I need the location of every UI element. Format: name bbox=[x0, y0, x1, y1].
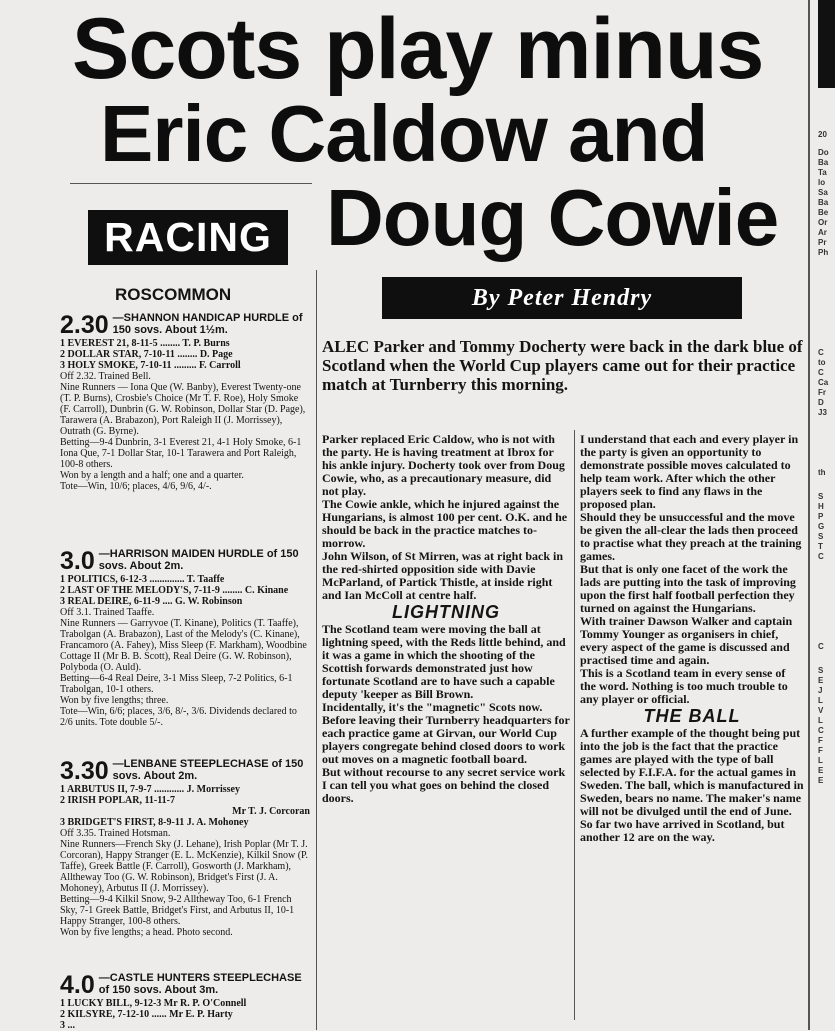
paragraph: Should they be unsuccessful and the move be given the all-clear the lads then proceed to practise what they preach at the training games. bbox=[580, 510, 802, 563]
race-title: —HARRISON MAIDEN HURDLE of 150 sovs. About 2m. bbox=[98, 548, 299, 572]
paragraph: But without recourse to any secret service work I can tell you what goes on behind the closed doors. bbox=[322, 765, 566, 805]
lead-paragraph: ALEC Parker and Tommy Docherty were back in the dark blue of Scotland when the World Cup players came out for their practice match at Turnberry this morning. bbox=[322, 337, 803, 394]
result-line: Tote—Win, 6/6; places, 3/6, 8/-, 3/6. Dividends declared to 2/6 units. Tote double 5/-. bbox=[60, 706, 297, 728]
result-line: 3 ... bbox=[60, 1020, 75, 1031]
race-title: —SHANNON HANDICAP HURDLE of 150 sovs. About 1½m. bbox=[112, 312, 303, 336]
result-line: Betting—9-4 Kilkil Snow, 9-2 Alltheway Too, 6-1 French Sky, 7-1 Greek Battle, Bridget's First, and Arbutus II, 10-1 Happy Stranger, 100-8 others. bbox=[60, 894, 295, 927]
result-line: 2 DOLLAR STAR, 7-10-11 ........ D. Page bbox=[60, 349, 233, 360]
result-line: Off 3.35. Trained Hotsman. bbox=[60, 828, 171, 839]
race-title: —LENBANE STEEPLECHASE of 150 sovs. About 2m. bbox=[112, 758, 304, 782]
paragraph: A further example of the thought being put into the job is the fact that the practice games are played with the type of ball selected by F.I.F.A. for the actual games in Sweden. The ball, which is manufactured in Sweden, bears no name. The maker's name will not be divulged until the end of June. bbox=[580, 726, 804, 818]
result-line: Won by five lengths; a head. Photo second. bbox=[60, 927, 233, 938]
story-column-rule bbox=[574, 430, 575, 1020]
result-line: 2 LAST OF THE MELODY'S, 7-11-9 ........ C. Kinane bbox=[60, 585, 289, 596]
paragraph: The Cowie ankle, which he injured against the Hungarians, is almost 100 per cent. O.K. and he should be back in the practice matches to-morrow. bbox=[322, 497, 568, 550]
race-time: 4.0 bbox=[60, 971, 95, 999]
headline-line-1: Scots play minus bbox=[72, 1, 764, 97]
result-line: 1 LUCKY BILL, 9-12-3 Mr R. P. O'Connell bbox=[60, 998, 247, 1009]
racing-top-rule bbox=[70, 183, 312, 184]
story-column-2 bbox=[580, 433, 804, 844]
edge-block bbox=[818, 0, 835, 88]
paragraph: Incidentally, it's the "magnetic" Scots now. Before leaving their Turnberry headquarters for each practice game at Girvan, our World Cup players congregate behind closed doors to work out moves on a magnetic football board. bbox=[322, 700, 570, 766]
side-fragments: 20 Do Ba Ta lo Sa Ba Be Or Ar Pr Ph C to C Ca Fr D J3 th S H P G S T C C S E J L V L C F F L E E bbox=[818, 130, 829, 785]
racing-label: RACING bbox=[88, 210, 288, 265]
result-line: 1 POLITICS, 6-12-3 .............. T. Taaffe bbox=[60, 574, 225, 585]
result-line: Betting—6-4 Real Deire, 3-1 Miss Sleep, 7-2 Politics, 6-1 Trabolgan, 10-1 others. bbox=[60, 673, 293, 695]
result-line: Won by a length and a half; one and a quarter. bbox=[60, 470, 244, 481]
result-line: 3 BRIDGET'S FIRST, 8-9-11 J. A. Mohoney bbox=[60, 817, 249, 828]
paragraph: Parker replaced Eric Caldow, who is not with the party. He is having treatment at Ibrox for his ankle injury. Docherty took over from Doug Cowie, who, as a precautionary measure, did not play. bbox=[322, 432, 565, 498]
race-4 bbox=[60, 972, 310, 1031]
paragraph: The Scotland team were moving the ball at lightning speed, with the Reds little behind, and it was a game in which the shooting of the Scottish forwards demonstrated just how fortunate Scotland are to have such a capable deputy 'keeper as Bill Brown. bbox=[322, 622, 566, 701]
paragraph: With trainer Dawson Walker and captain Tommy Younger as organisers in chief, every aspect of the game is discussed and practised time and again. bbox=[580, 614, 793, 667]
race-time: 3.30 bbox=[60, 757, 109, 785]
byline: By Peter Hendry bbox=[382, 277, 742, 319]
result-line: 1 ARBUTUS II, 7-9-7 ............ J. Morrissey bbox=[60, 784, 240, 795]
column-rule-right bbox=[808, 0, 810, 1030]
result-line: Tote—Win, 10/6; places, 4/6, 9/6, 4/-. bbox=[60, 481, 212, 492]
result-line: 3 REAL DEIRE, 6-11-9 .... G. W. Robinson bbox=[60, 596, 243, 607]
result-line: Betting—9-4 Dunbrin, 3-1 Everest 21, 4-1 Holy Smoke, 6-1 Iona Que, 7-1 Dollar Star, 10-1 Tarawera and Port Raleigh, 100-8 others. bbox=[60, 437, 302, 470]
headline-line-2: Eric Caldow and bbox=[100, 89, 708, 178]
result-line: Mr T. J. Corcoran bbox=[232, 806, 310, 817]
racing-track: ROSCOMMON bbox=[115, 285, 232, 304]
result-line: Nine Runners — Garryvoe (T. Kinane), Politics (T. Taaffe), Trabolgan (A. Brabazon), Last of the Melody's (C. Kinane), Francamoro (A. Fahey), Miss Sleep (F. Markham), Woodbine Cottage II (Mr B. B. Scott), Real Deire (G. W. Robinson), Polyboda (O. Auld). bbox=[60, 618, 307, 673]
result-line: Won by five lengths; three. bbox=[60, 695, 169, 706]
paragraph: So far two have arrived in Scotland, but another 12 are on the way. bbox=[580, 817, 785, 844]
race-3 bbox=[60, 758, 310, 938]
race-title: —CASTLE HUNTERS STEEPLECHASE of 150 sovs. About 3m. bbox=[98, 972, 302, 996]
result-line: Nine Runners—French Sky (J. Lehane), Irish Poplar (Mr T. J. Corcoran), Happy Stranger (E. L. McKenzie), Kilkil Snow (P. Taffe), Greek Battle (F. Carroll), Gosworth (J. Markham), Alltheway Too (G. W. Robinson), Bridget's First (J. A. Mohoney), Arbutus II (J. Morrissey). bbox=[60, 839, 308, 894]
paragraph: I understand that each and every player in the party is given an opportunity to demonstrate possible moves calculated to help team work. After which the other players seek to find any flaws in the proposed plan. bbox=[580, 432, 799, 511]
result-line: Nine Runners — Iona Que (W. Banby), Everest Twenty-one (T. P. Burns), Crosbie's Choice (Mr T. F. Roe), Holy Smoke (F. Carroll), Dunbrin (G. W. Robinson, Dollar Star (D. Page), Tarawera (A. Brabazon), Port Raleigh II (J. Morrissey), Outrath (G. Byrne). bbox=[60, 382, 306, 437]
paragraph: John Wilson, of St Mirren, was at right back in the red-shirted opposition side with Davie McParland, of Partick Thistle, at inside right and Ian McColl at centre half. bbox=[322, 549, 564, 602]
subhead-lightning: LIGHTNING bbox=[392, 602, 500, 622]
result-line: Off 2.32. Trained Bell. bbox=[60, 371, 151, 382]
column-rule-left bbox=[316, 270, 317, 1030]
result-line: 3 HOLY SMOKE, 7-10-11 ......... F. Carroll bbox=[60, 360, 241, 371]
result-line: 2 IRISH POPLAR, 11-11-7 bbox=[60, 795, 176, 806]
race-time: 2.30 bbox=[60, 311, 109, 339]
subhead-the-ball: THE BALL bbox=[643, 706, 741, 726]
paragraph: This is a Scotland team in every sense of the word. Nothing is too much trouble to any player or official. bbox=[580, 666, 788, 706]
story-column-1 bbox=[322, 433, 570, 805]
paragraph: But that is only one facet of the work the lads are putting into the task of improving upon the first half football perfection they turned on against the Hungarians. bbox=[580, 562, 796, 615]
headline-line-3: Doug Cowie bbox=[326, 173, 779, 262]
result-line: Off 3.1. Trained Taaffe. bbox=[60, 607, 155, 618]
race-1 bbox=[60, 312, 310, 492]
result-line: 2 KILSYRE, 7-12-10 ...... Mr E. P. Harty bbox=[60, 1009, 233, 1020]
race-time: 3.0 bbox=[60, 547, 95, 575]
result-line: 1 EVEREST 21, 8-11-5 ........ T. P. Burns bbox=[60, 338, 230, 349]
race-2 bbox=[60, 548, 310, 728]
